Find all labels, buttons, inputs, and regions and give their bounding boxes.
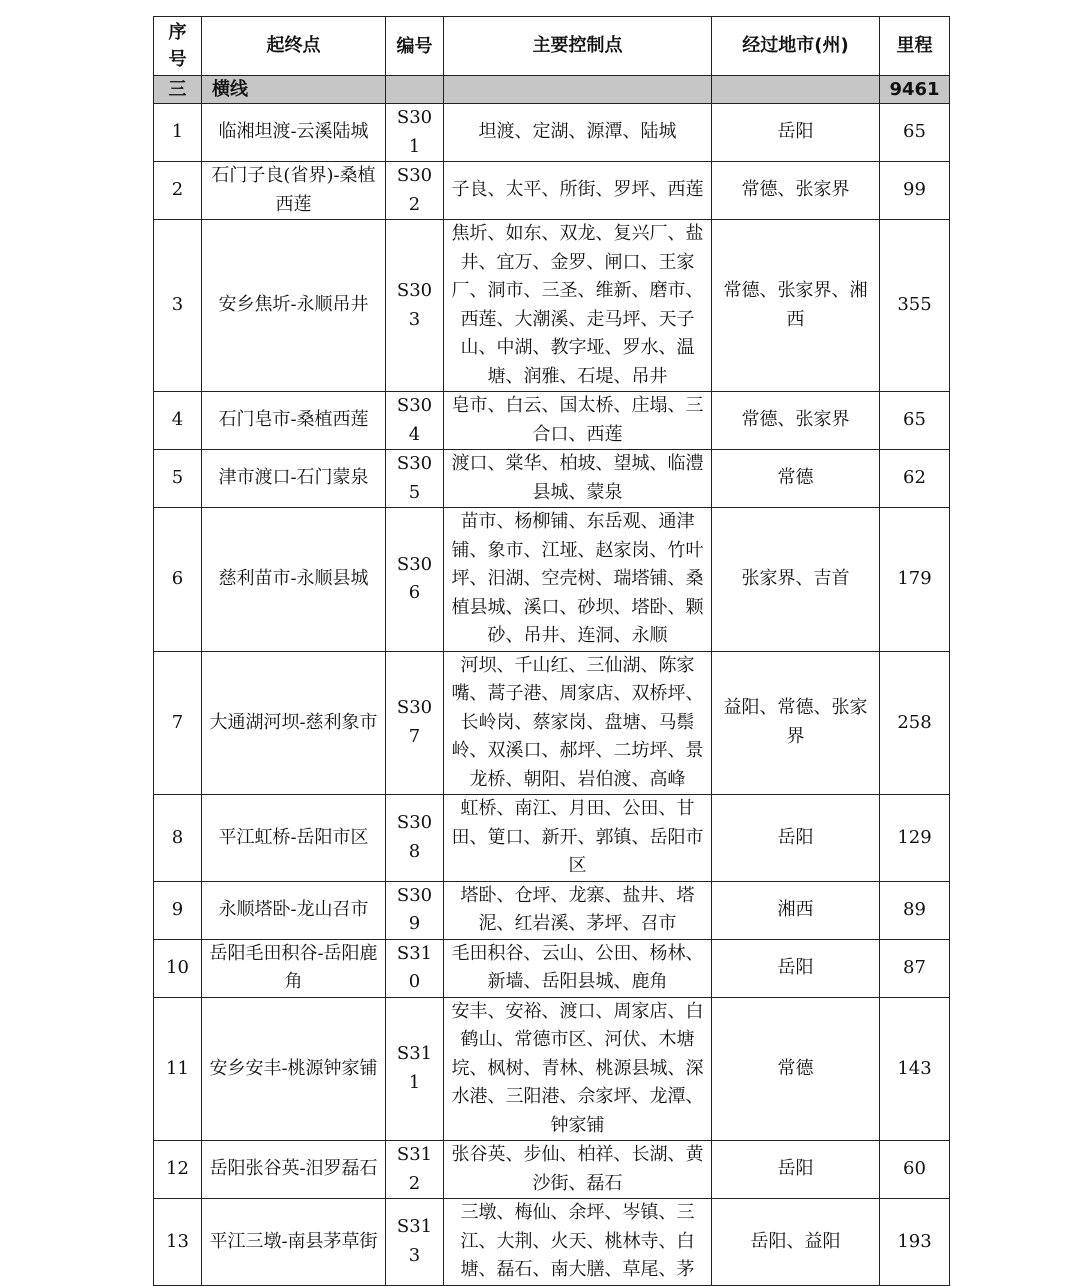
row-mileage: 62 bbox=[880, 450, 950, 508]
header-control-points: 主要控制点 bbox=[444, 17, 712, 76]
row-road-code: S307 bbox=[386, 651, 444, 795]
row-mileage: 60 bbox=[880, 1141, 950, 1199]
row-cities: 岳阳 bbox=[712, 1141, 880, 1199]
row-control-points: 渡口、棠华、柏坡、望城、临澧县城、蒙泉 bbox=[444, 450, 712, 508]
row-route: 平江三墩-南县茅草街 bbox=[202, 1199, 386, 1286]
table-row bbox=[154, 162, 950, 220]
table-row bbox=[154, 508, 950, 652]
section-empty-cell bbox=[712, 76, 880, 104]
row-route: 岳阳毛田积谷-岳阳鹿角 bbox=[202, 939, 386, 997]
row-cities: 常德、张家界 bbox=[712, 162, 880, 220]
section-label: 横线 bbox=[202, 76, 386, 104]
row-cities: 岳阳、益阳 bbox=[712, 1199, 880, 1286]
row-cities: 湘西 bbox=[712, 881, 880, 939]
road-table bbox=[153, 16, 950, 1286]
row-road-code: S308 bbox=[386, 795, 444, 882]
row-road-code: S302 bbox=[386, 162, 444, 220]
row-control-points: 安丰、安裕、渡口、周家店、白鹤山、常德市区、河伏、木塘垸、枫树、青林、桃源县城、深水港、三阳港、佘家坪、龙潭、钟家铺 bbox=[444, 997, 712, 1141]
row-cities: 岳阳 bbox=[712, 104, 880, 162]
row-route: 津市渡口-石门蒙泉 bbox=[202, 450, 386, 508]
header-index: 序号 bbox=[154, 17, 202, 76]
row-cities: 常德 bbox=[712, 997, 880, 1141]
table-row bbox=[154, 392, 950, 450]
row-mileage: 87 bbox=[880, 939, 950, 997]
row-mileage: 129 bbox=[880, 795, 950, 882]
row-index: 10 bbox=[154, 939, 202, 997]
row-index: 11 bbox=[154, 997, 202, 1141]
row-index: 3 bbox=[154, 220, 202, 392]
row-road-code: S301 bbox=[386, 104, 444, 162]
table-row bbox=[154, 651, 950, 795]
row-route: 岳阳张谷英-汨罗磊石 bbox=[202, 1141, 386, 1199]
row-route: 永顺塔卧-龙山召市 bbox=[202, 881, 386, 939]
row-control-points: 苗市、杨柳铺、东岳观、通津铺、象市、江垭、赵家岗、竹叶坪、汨湖、空壳树、瑞塔铺、桑植县城、溪口、砂坝、塔卧、颗砂、吊井、连洞、永顺 bbox=[444, 508, 712, 652]
row-road-code: S312 bbox=[386, 1141, 444, 1199]
row-mileage: 65 bbox=[880, 104, 950, 162]
row-route: 平江虹桥-岳阳市区 bbox=[202, 795, 386, 882]
row-cities: 岳阳 bbox=[712, 939, 880, 997]
row-mileage: 179 bbox=[880, 508, 950, 652]
row-road-code: S304 bbox=[386, 392, 444, 450]
section-total-mileage: 9461 bbox=[880, 76, 950, 104]
row-mileage: 89 bbox=[880, 881, 950, 939]
row-control-points: 子良、太平、所街、罗坪、西莲 bbox=[444, 162, 712, 220]
table-row bbox=[154, 939, 950, 997]
row-cities: 益阳、常德、张家界 bbox=[712, 651, 880, 795]
row-mileage: 355 bbox=[880, 220, 950, 392]
row-control-points: 虹桥、南江、月田、公田、甘田、筻口、新开、郭镇、岳阳市区 bbox=[444, 795, 712, 882]
row-road-code: S303 bbox=[386, 220, 444, 392]
row-route: 石门皂市-桑植西莲 bbox=[202, 392, 386, 450]
row-cities: 岳阳 bbox=[712, 795, 880, 882]
header-route: 起终点 bbox=[202, 17, 386, 76]
row-index: 2 bbox=[154, 162, 202, 220]
table-row bbox=[154, 450, 950, 508]
table-row bbox=[154, 220, 950, 392]
row-route: 慈利苗市-永顺县城 bbox=[202, 508, 386, 652]
table-row bbox=[154, 1199, 950, 1286]
row-cities: 常德、张家界 bbox=[712, 392, 880, 450]
section-empty-cell bbox=[444, 76, 712, 104]
header-mileage: 里程 bbox=[880, 17, 950, 76]
row-index: 12 bbox=[154, 1141, 202, 1199]
row-route: 安乡安丰-桃源钟家铺 bbox=[202, 997, 386, 1141]
table-row bbox=[154, 997, 950, 1141]
table-row bbox=[154, 104, 950, 162]
row-control-points: 河坝、千山红、三仙湖、陈家嘴、蒿子港、周家店、双桥坪、长岭岗、蔡家岗、盘塘、马鬃岭、双溪口、郝坪、二坊坪、景龙桥、朝阳、岩伯渡、高峰 bbox=[444, 651, 712, 795]
row-route: 安乡焦圻-永顺吊井 bbox=[202, 220, 386, 392]
row-index: 8 bbox=[154, 795, 202, 882]
row-control-points: 张谷英、步仙、柏祥、长湖、黄沙街、磊石 bbox=[444, 1141, 712, 1199]
row-mileage: 65 bbox=[880, 392, 950, 450]
row-route: 临湘坦渡-云溪陆城 bbox=[202, 104, 386, 162]
table-row bbox=[154, 881, 950, 939]
section-row bbox=[154, 76, 950, 104]
row-control-points: 塔卧、仓坪、龙寨、盐井、塔泥、红岩溪、茅坪、召市 bbox=[444, 881, 712, 939]
row-control-points: 毛田积谷、云山、公田、杨林、新墙、岳阳县城、鹿角 bbox=[444, 939, 712, 997]
row-index: 7 bbox=[154, 651, 202, 795]
row-road-code: S311 bbox=[386, 997, 444, 1141]
row-control-points: 坦渡、定湖、源潭、陆城 bbox=[444, 104, 712, 162]
row-road-code: S305 bbox=[386, 450, 444, 508]
header-cities: 经过地市(州) bbox=[712, 17, 880, 76]
row-mileage: 193 bbox=[880, 1199, 950, 1286]
row-index: 1 bbox=[154, 104, 202, 162]
row-index: 4 bbox=[154, 392, 202, 450]
row-route: 大通湖河坝-慈利象市 bbox=[202, 651, 386, 795]
row-cities: 常德 bbox=[712, 450, 880, 508]
section-empty-cell bbox=[386, 76, 444, 104]
row-cities: 张家界、吉首 bbox=[712, 508, 880, 652]
row-index: 5 bbox=[154, 450, 202, 508]
header-row bbox=[154, 17, 950, 76]
table-row bbox=[154, 795, 950, 882]
row-road-code: S310 bbox=[386, 939, 444, 997]
row-cities: 常德、张家界、湘西 bbox=[712, 220, 880, 392]
header-code: 编号 bbox=[386, 17, 444, 76]
row-index: 6 bbox=[154, 508, 202, 652]
section-number: 三 bbox=[154, 76, 202, 104]
row-control-points: 焦圻、如东、双龙、复兴厂、盐井、宜万、金罗、闸口、王家厂、洞市、三圣、维新、磨市、西莲、大潮溪、走马坪、天子山、中湖、教字垭、罗水、温塘、润雅、石堤、吊井 bbox=[444, 220, 712, 392]
table-row bbox=[154, 1141, 950, 1199]
row-control-points: 皂市、白云、国太桥、庄塌、三合口、西莲 bbox=[444, 392, 712, 450]
row-mileage: 258 bbox=[880, 651, 950, 795]
row-route: 石门子良(省界)-桑植西莲 bbox=[202, 162, 386, 220]
row-road-code: S306 bbox=[386, 508, 444, 652]
row-mileage: 99 bbox=[880, 162, 950, 220]
row-road-code: S313 bbox=[386, 1199, 444, 1286]
row-road-code: S309 bbox=[386, 881, 444, 939]
row-index: 9 bbox=[154, 881, 202, 939]
row-index: 13 bbox=[154, 1199, 202, 1286]
row-control-points: 三墩、梅仙、余坪、岑镇、三江、大荆、火天、桃林寺、白塘、磊石、南大膳、草尾、茅 bbox=[444, 1199, 712, 1286]
row-mileage: 143 bbox=[880, 997, 950, 1141]
